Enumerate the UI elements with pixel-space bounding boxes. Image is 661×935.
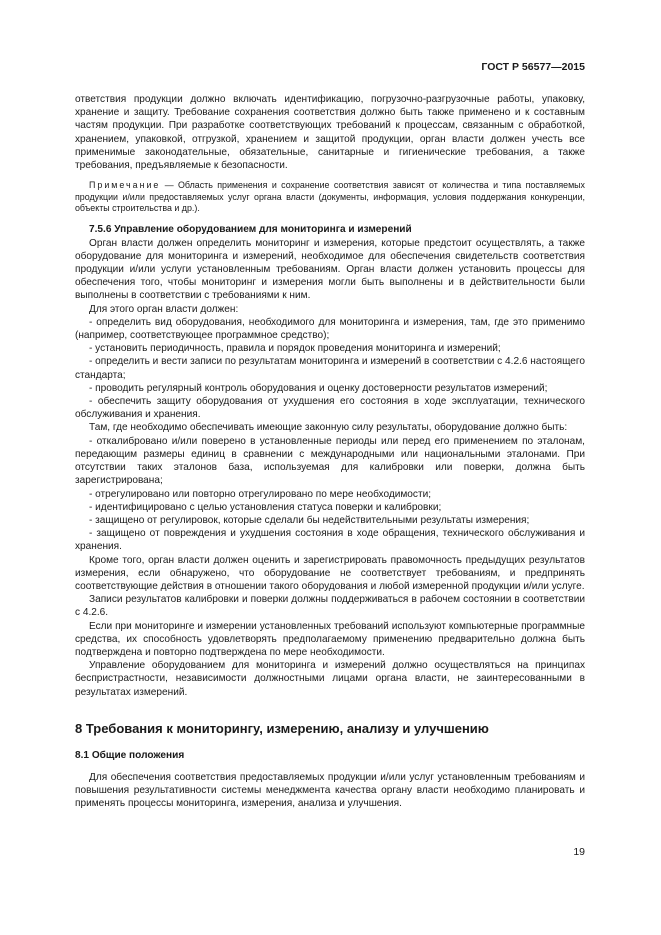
note [75, 180, 585, 214]
paragraph: Там, где необходимо обеспечивать имеющие законную силу результаты, оборудование должно быть: [89, 422, 568, 434]
list-item: - отрегулировано или повторно отрегулировано по мере необходимости; [89, 488, 432, 500]
list-item: - проводить регулярный контроль оборудования и оценку достоверности результатов измерений; [89, 382, 548, 394]
paragraph: Если при мониторинге и измерении установленных требований используют компьютерные программные средства, их способность удовлетворять предполагаемому применению предварительно должна быть подтверждена и повторно подтверждена по мере необходимости. [75, 620, 585, 658]
continuation-paragraph: ответствия продукции должно включать идентификацию, погрузочно-разгрузочные работы, упаковку, хранение и защиту. Требование сохранения соответствия должно быть также применено и к составным частям продукции. При разработке соответствующих требований к процессам, связанным с обработкой, хранением, упаковкой, отгрузкой, хранением и защитой продукции, орган власти должен учесть все применимые законодательные, обязательные, санитарные и гигиенические требования, а также требования, предъявляемые к безопасности. [75, 94, 585, 172]
section-heading-8-1: 8.1 Общие положения [75, 749, 185, 761]
list-item: - определить вид оборудования, необходимого для мониторинга и измерения, там, где это применимо (например, соответствующее программное средство); [75, 316, 585, 342]
page-number: 19 [573, 846, 585, 858]
list-item: - обеспечить защиту оборудования от ухудшения его состояния в ходе эксплуатации, технического обслуживания и хранения. [75, 396, 585, 421]
note-text: — Область применения и сохранение соответствия зависят от количества и типа поставляемых продукции и/или предоставляемых услуг органа власти (документы, информация, условия поддержания конкуренции, объекты строительства и др.). [75, 180, 585, 214]
paragraph: Для этого орган власти должен: [89, 303, 239, 315]
paragraph: Для обеспечения соответствия предоставляемых продукции и/или услуг установленным требованиям и повышения результативности системы менеджмента качества органу власти необходимо планировать и применять процессы мониторинга, измерения, анализа и улучшения. [75, 771, 585, 810]
list-item: - защищено от повреждения и ухудшения состояния в ходе обращения, технического обслуживания и хранения. [75, 528, 585, 553]
paragraph: Кроме того, орган власти должен оценить и зарегистрировать правомочность предыдущих результатов измерения, если обнаружено, что оборудование не соответствует требованиям, и предпринять соответствующие действия в отношении такого оборудования и любой измеренной продукции и/или услуге. [75, 554, 585, 592]
list-item: - защищено от регулировок, которые сделали бы недействительными результаты измерения; [89, 514, 530, 526]
paragraph: Записи результатов калибровки и поверки должны поддерживаться в рабочем состоянии в соответствии с 4.2.6. [75, 594, 585, 619]
section-heading-7-5-6: 7.5.6 Управление оборудованием для мониторинга и измерений [89, 224, 412, 236]
list-item: - установить периодичность, правила и порядок проведения мониторинга и измерений; [89, 343, 501, 355]
document-id: ГОСТ Р 56577—2015 [481, 61, 585, 73]
section-heading-8: 8 Требования к мониторингу, измерению, анализу и улучшению [75, 720, 489, 736]
list-item: - откалибровано и/или поверено в установленные периоды или перед его применением по эталонам, передающим размеры единиц в сравнении с международными или национальными эталонами. При отсутствии таких эталонов база, используемая для калибровки или поверки, должна быть зарегистрирована; [75, 435, 585, 487]
paragraph: Орган власти должен определить мониторинг и измерения, которые предстоит осуществлять, а также оборудование для мониторинга и измерений, необходимое для обеспечения свидетельств соответствия продукции и/или услуги установленным требованиям. Орган власти должен установить процессы для обеспечения того, чтобы мониторинг и измерения могли быть выполнены и в действительности были выполнены в соответствии с требованиями к ним. [75, 237, 585, 302]
note-label: Примечание [89, 180, 161, 191]
list-item: - идентифицировано с целью установления статуса поверки и калибровки; [89, 501, 442, 513]
list-item: - определить и вести записи по результатам мониторинга и измерений в соответствии с 4.2.6 настоящего стандарта; [75, 356, 585, 381]
document-body [75, 93, 585, 811]
paragraph: Управление оборудованием для мониторинга и измерений должно осуществляться на принципах беспристрастности, независимости должностными лицами органа власти, не заинтересованными в результатах измерений. [75, 660, 585, 698]
